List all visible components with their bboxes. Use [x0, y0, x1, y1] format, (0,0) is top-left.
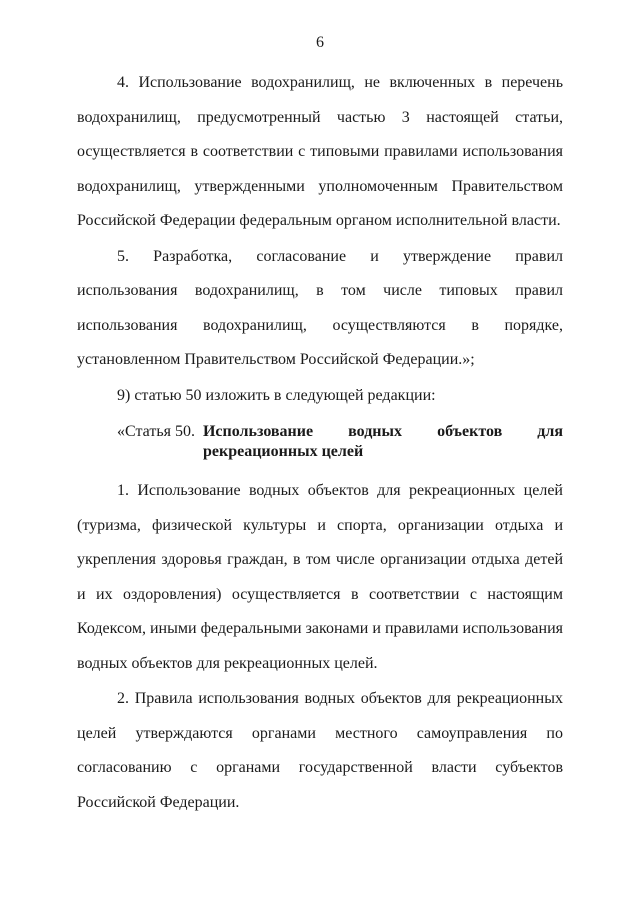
article-title: Использование водных объектов для рекреационных целей — [202, 423, 563, 460]
article-paragraph-2: 2. Правила использования водных объектов для рекреационных целей утверждаются органами местного самоуправления по согласованию с органами государственной власти субъектов Российской Федерации. — [77, 690, 563, 811]
page-number: 6 — [316, 34, 324, 51]
paragraph-5: 5. Разработка, согласование и утверждение правил использования водохранилищ, в том числе типовых правил использования водохранилищ, осуществляются в порядке, установленном Правительством Российской Федерации.»; — [77, 247, 563, 368]
article-paragraph-1: 1. Использование водных объектов для рекреационных целей (туризма, физической культуры и спорта, организации отдыха и укрепления здоровья граждан, в том числе организации отдыха детей и их оздоровления) осуществляется в соответствии с настоящим Кодексом, иными федеральными законами и правилами использования водных объектов для рекреационных целей. — [77, 482, 563, 672]
paragraph-item-9: 9) статью 50 изложить в следующей редакции: — [117, 386, 436, 404]
article-heading — [77, 413, 563, 474]
article-number: «Статья 50. — [117, 423, 195, 440]
document-body — [77, 66, 563, 820]
paragraph-4: 4. Использование водохранилищ, не включенных в перечень водохранилищ, предусмотренный частью 3 настоящей статьи, осуществляется в соответствии с типовыми правилами использования водохранилищ, утвержденными уполномоченным Правительством Российской Федерации федеральным органом исполнительной власти. — [77, 74, 563, 229]
